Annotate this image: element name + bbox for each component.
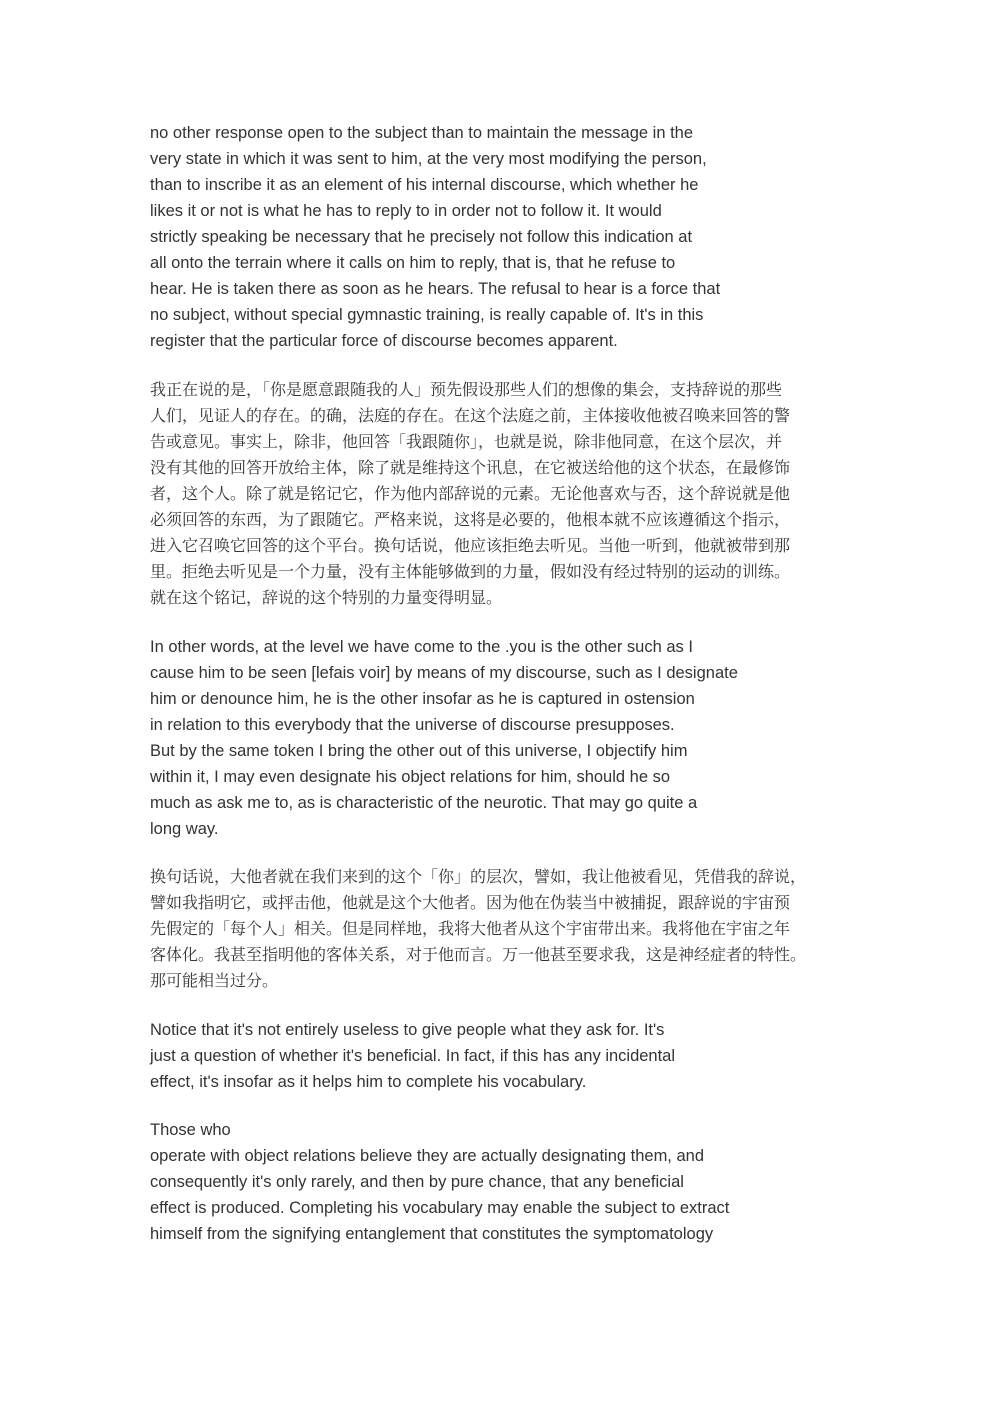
paragraph-4-chinese	[150, 864, 844, 994]
text-line: In other words, at the level we have come to the .you is the other such as I	[150, 638, 693, 656]
text-line: very state in which it was sent to him, at the very most modifying the person,	[150, 150, 707, 168]
text-line: 者，这个人。除了就是铭记它，作为他内部辞说的元素。无论他喜欢与否，这个辞说就是他	[150, 484, 791, 503]
text-line: no other response open to the subject than to maintain the message in the	[150, 124, 694, 142]
paragraph-5	[150, 1017, 850, 1095]
text-line: himself from the signifying entanglement that constitutes the symptomatology	[150, 1225, 714, 1243]
text-line: 客体化。我甚至指明他的客体关系，对于他而言。万一他甚至要求我，这是神经症者的特性。	[150, 945, 807, 964]
paragraph-1	[150, 120, 850, 354]
text-line: operate with object relations believe they are actually designating them, and	[150, 1147, 705, 1165]
paragraph-2-chinese	[150, 377, 844, 611]
text-line: in relation to this everybody that the universe of discourse presupposes.	[150, 716, 675, 734]
text-line: effect is produced. Completing his vocabulary may enable the subject to extract	[150, 1199, 730, 1217]
text-line: than to inscribe it as an element of his internal discourse, which whether he	[150, 176, 699, 194]
text-line: But by the same token I bring the other out of this universe, I objectify him	[150, 742, 688, 760]
text-line: 没有其他的回答开放给主体，除了就是维持这个讯息，在它被送给他的这个状态，在最修饰	[150, 458, 791, 477]
text-line: effect, it's insofar as it helps him to complete his vocabulary.	[150, 1073, 587, 1091]
paragraph-6	[150, 1117, 850, 1247]
text-line: much as ask me to, as is characteristic of the neurotic. That may go quite a	[150, 794, 698, 812]
text-line: 人们，见证人的存在。的确，法庭的存在。在这个法庭之前，主体接收他被召唤来回答的警	[150, 406, 791, 425]
text-line: 先假定的「每个人」相关。但是同样地，我将大他者从这个宇宙带出来。我将他在宇宙之年	[150, 919, 791, 938]
text-line: cause him to be seen [lefais voir] by means of my discourse, such as I designate	[150, 664, 738, 682]
text-line: all onto the terrain where it calls on him to reply, that is, that he refuse to	[150, 254, 676, 272]
text-line: 必须回答的东西，为了跟随它。严格来说，这将是必要的，他根本就不应该遵循这个指示，	[150, 510, 791, 529]
text-line: Notice that it's not entirely useless to give people what they ask for. It's	[150, 1021, 665, 1039]
text-line: him or denounce him, he is the other insofar as he is captured in ostension	[150, 690, 695, 708]
text-line: no subject, without special gymnastic training, is really capable of. It's in this	[150, 306, 704, 324]
text-line: strictly speaking be necessary that he precisely not follow this indication at	[150, 228, 693, 246]
text-line: 那可能相当过分。	[150, 971, 279, 990]
text-line: 就在这个铭记，辞说的这个特别的力量变得明显。	[150, 588, 503, 607]
text-line: 譬如我指明它，或抨击他，他就是这个大他者。因为他在伪装当中被捕捉，跟辞说的宇宙预	[150, 893, 791, 912]
text-line: within it, I may even designate his object relations for him, should he so	[150, 768, 671, 786]
text-line: Those who	[150, 1121, 231, 1139]
text-line: register that the particular force of discourse becomes apparent.	[150, 332, 618, 350]
text-line: 进入它召唤它回答的这个平台。换句话说，他应该拒绝去听见。当他一听到，他就被带到那	[150, 536, 791, 555]
text-line: hear. He is taken there as soon as he hears. The refusal to hear is a force that	[150, 280, 721, 298]
text-line: likes it or not is what he has to reply to in order not to follow it. It would	[150, 202, 662, 220]
text-line: 我正在说的是，「你是愿意跟随我的人」预先假设那些人们的想像的集会，支持辞说的那些	[150, 380, 783, 399]
paragraph-3	[150, 634, 850, 842]
text-line: consequently it's only rarely, and then by pure chance, that any beneficial	[150, 1173, 684, 1191]
text-line: long way.	[150, 820, 219, 838]
text-line: 告或意见。事实上，除非，他回答「我跟随你」，也就是说，除非他同意，在这个层次，并	[150, 432, 783, 451]
text-line: 里。拒绝去听见是一个力量，没有主体能够做到的力量，假如没有经过特别的运动的训练。	[150, 562, 791, 581]
text-line: 换句话说，大他者就在我们来到的这个「你」的层次，譬如，我让他被看见，凭借我的辞说，	[150, 867, 807, 886]
text-line: just a question of whether it's beneficial. In fact, if this has any incidental	[150, 1047, 676, 1065]
document-page	[150, 120, 850, 1247]
